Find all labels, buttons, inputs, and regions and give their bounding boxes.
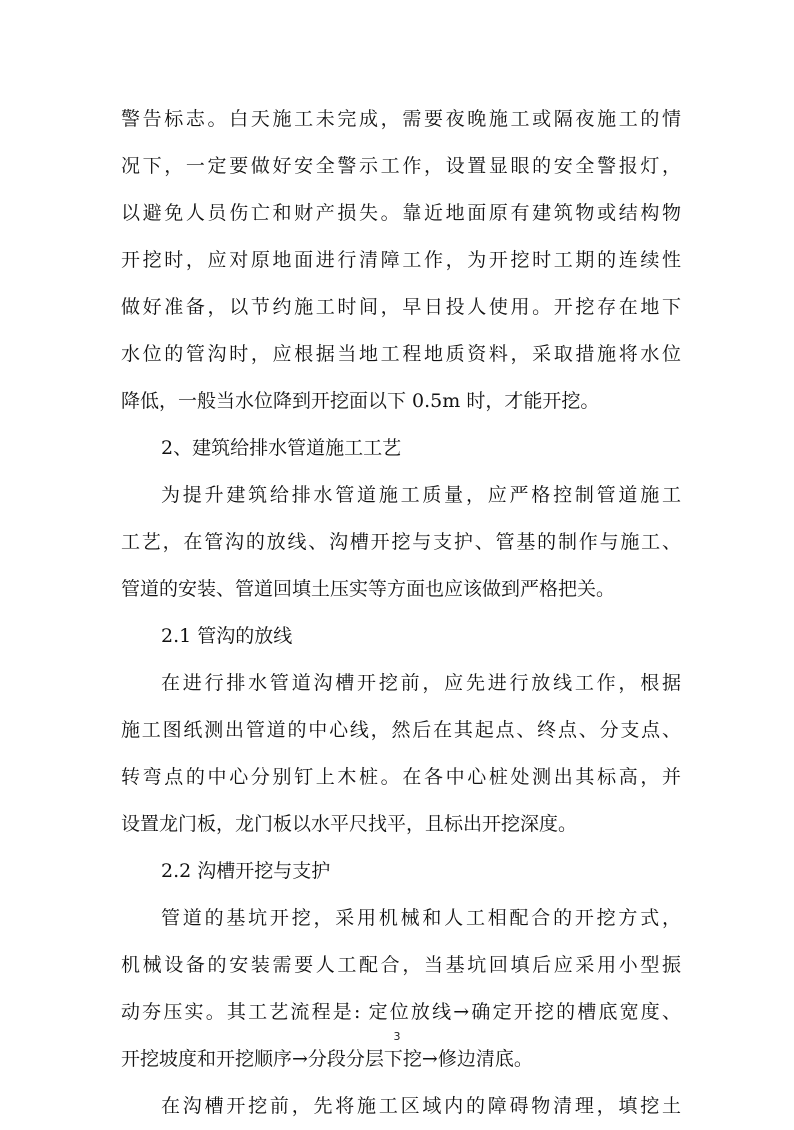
text-line: 做好准备，以节约施工时间，早日投人使用。开挖存在地下 bbox=[121, 296, 681, 318]
text-line: 管道的基坑开挖，采用机械和人工相配合的开挖方式， bbox=[161, 907, 681, 929]
text-line: 水位的管沟时，应根据当地工程地质资料，采取措施将水位 bbox=[121, 343, 681, 365]
text-line: 在进行排水管道沟槽开挖前，应先进行放线工作，根据 bbox=[161, 672, 681, 694]
text-line: 降低，一般当水位降到开挖面以下 0.5m 时，才能开挖。 bbox=[121, 390, 600, 412]
text-line: 工艺，在管沟的放线、沟槽开挖与支护、管基的制作与施工、 bbox=[121, 531, 681, 553]
text-line: 2.1 管沟的放线 bbox=[161, 625, 293, 647]
text-line: 以避免人员伤亡和财产损失。靠近地面原有建筑物或结构物 bbox=[121, 202, 681, 224]
text-line: 况下，一定要做好安全警示工作，设置显眼的安全警报灯， bbox=[121, 155, 681, 177]
text-line: 为提升建筑给排水管道施工质量，应严格控制管道施工 bbox=[161, 484, 681, 506]
body-text bbox=[121, 96, 681, 1130]
text-line: 开挖时，应对原地面进行清障工作，为开挖时工期的连续性 bbox=[121, 249, 681, 271]
text-line: 警告标志。白天施工未完成，需要夜晚施工或隔夜施工的情 bbox=[121, 108, 681, 130]
text-line: 管道的安装、管道回填土压实等方面也应该做到严格把关。 bbox=[121, 578, 616, 600]
text-line: 开挖坡度和开挖顺序→分段分层下挖→修边清底。 bbox=[121, 1048, 533, 1070]
text-line: 设置龙门板，龙门板以水平尺找平，且标出开挖深度。 bbox=[121, 813, 578, 835]
text-line: 动夯压实。其工艺流程是: 定位放线→确定开挖的槽底宽度、 bbox=[121, 1001, 681, 1023]
page-number: 3 bbox=[393, 1030, 401, 1043]
text-line: 在沟槽开挖前，先将施工区域内的障碍物清理，填挖土 bbox=[161, 1095, 681, 1117]
text-line: 施工图纸测出管道的中心线，然后在其起点、终点、分支点、 bbox=[121, 719, 681, 741]
text-line: 机械设备的安装需要人工配合，当基坑回填后应采用小型振 bbox=[121, 954, 681, 976]
text-line: 2、建筑给排水管道施工工艺 bbox=[161, 437, 402, 459]
text-line: 2.2 沟槽开挖与支护 bbox=[161, 860, 331, 882]
text-line: 转弯点的中心分别钉上木桩。在各中心桩处测出其标高，并 bbox=[121, 766, 681, 788]
